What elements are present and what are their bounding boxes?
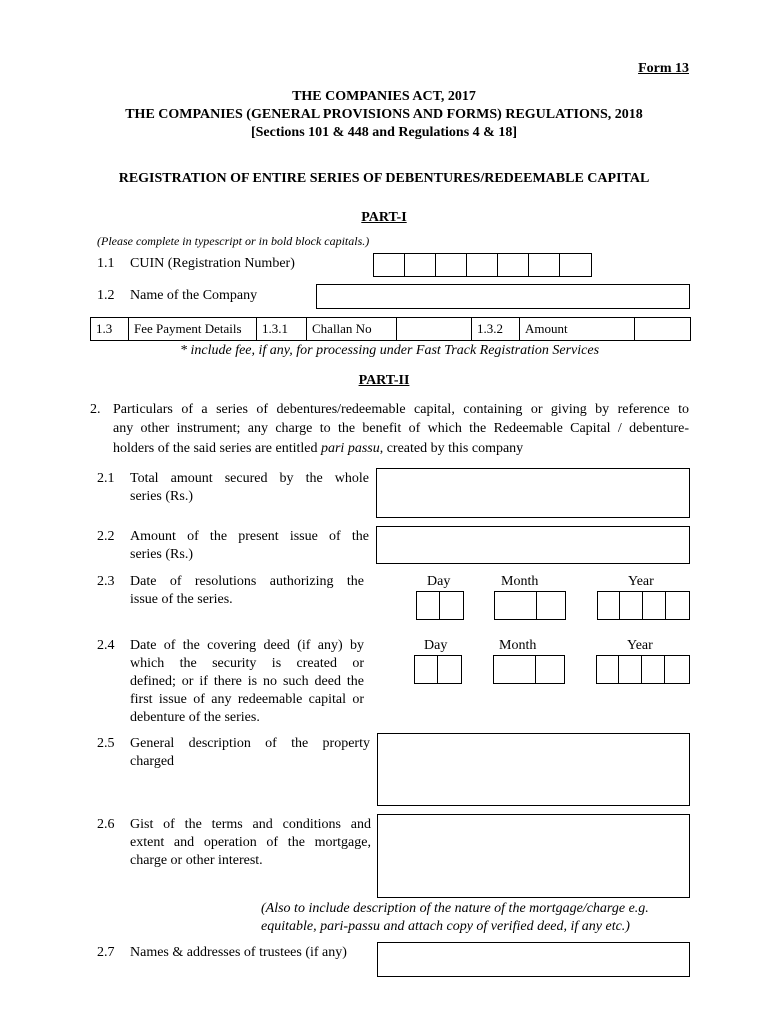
item-2-3-line1: Date of resolutions authorizing the (130, 574, 364, 589)
date-day-label: Day (427, 574, 451, 589)
deed-year-boxes[interactable] (596, 655, 690, 684)
item-2-5-label (130, 735, 370, 771)
item-2-7-label: Names & addresses of trustees (if any) (130, 945, 347, 960)
item-2-2-label (130, 528, 369, 564)
month-digit-box[interactable] (536, 591, 566, 620)
item-2-4-line5: debenture of the series. (130, 710, 260, 725)
cuin-box[interactable] (497, 253, 529, 277)
fee-label: Fee Payment Details (129, 318, 257, 341)
day-digit-box[interactable] (439, 591, 464, 620)
deed-day-label: Day (424, 638, 448, 653)
item-2-5-number: 2.5 (97, 736, 115, 751)
cuin-box[interactable] (404, 253, 436, 277)
present-issue-amount-field[interactable] (376, 526, 690, 564)
item-2-6-line2: extent and operation of the mortgage, (130, 835, 371, 850)
intro-line-3-a: holders of the said series are entitled (113, 441, 321, 456)
year-digit-box[interactable] (596, 655, 619, 684)
item-2-6-line3: charge or other interest. (130, 853, 263, 868)
item-2-4-label (130, 637, 364, 727)
item-2-2-line2: series (Rs.) (130, 547, 193, 562)
intro-line-3-b: , created by this company (379, 441, 524, 456)
year-digit-box[interactable] (664, 655, 690, 684)
intro-line-3 (113, 440, 523, 458)
item-2-6-line1: Gist of the terms and conditions and (130, 817, 371, 832)
item-2-1-line2: series (Rs.) (130, 489, 193, 504)
cuin-number: 1.1 (97, 256, 115, 271)
item-2-1-number: 2.1 (97, 471, 115, 486)
intro-line-1: Particulars of a series of debentures/redeemable capital, containing or giving by reference to (113, 402, 689, 417)
company-label: Name of the Company (130, 288, 258, 303)
item-2-2-line1: Amount of the present issue of the (130, 529, 369, 544)
deed-month-label: Month (499, 638, 537, 653)
regulations-title: THE COMPANIES (GENERAL PROVISIONS AND FORMS) REGULATIONS, 2018 (125, 107, 643, 122)
year-digit-box[interactable] (597, 591, 620, 620)
year-digit-box[interactable] (619, 591, 643, 620)
cuin-box[interactable] (559, 253, 592, 277)
month-digit-box[interactable] (494, 591, 537, 620)
item-2-4-line2: which the security is created or (130, 656, 364, 671)
item-2-3-label (130, 573, 364, 609)
item-2-4-line1: Date of the covering deed (if any) by (130, 638, 364, 653)
month-digit-box[interactable] (493, 655, 536, 684)
intro-pari-passu: pari passu (320, 441, 380, 456)
fee-payment-table (90, 317, 691, 341)
item-2-2-number: 2.2 (97, 529, 115, 544)
part1-heading: PART-I (361, 210, 407, 225)
intro-number: 2. (90, 402, 101, 417)
cuin-box[interactable] (528, 253, 560, 277)
item-2-3-line2: issue of the series. (130, 592, 233, 607)
part2-heading: PART-II (358, 373, 410, 388)
day-digit-box[interactable] (437, 655, 462, 684)
property-description-field[interactable] (377, 733, 690, 806)
item-2-6-label (130, 816, 371, 870)
trustees-field[interactable] (377, 942, 690, 977)
date-month-label: Month (501, 574, 539, 589)
terms-gist-field[interactable] (377, 814, 690, 898)
amount-field[interactable] (635, 318, 691, 341)
challan-field[interactable] (397, 318, 472, 341)
year-digit-box[interactable] (665, 591, 690, 620)
year-digit-box[interactable] (618, 655, 642, 684)
intro-line-2: any other instrument; any charge to the benefit of which the Redeemable Capital / debenture- (113, 421, 689, 436)
item-2-7-number: 2.7 (97, 945, 115, 960)
cuin-box[interactable] (466, 253, 498, 277)
deed-year-label: Year (627, 638, 653, 653)
resolution-day-boxes[interactable] (416, 591, 464, 620)
challan-label: Challan No (307, 318, 397, 341)
year-digit-box[interactable] (641, 655, 665, 684)
item-2-4-number: 2.4 (97, 638, 115, 653)
date-year-label: Year (628, 574, 654, 589)
company-number: 1.2 (97, 288, 115, 303)
challan-number: 1.3.1 (257, 318, 307, 341)
day-digit-box[interactable] (414, 655, 438, 684)
year-digit-box[interactable] (642, 591, 666, 620)
cuin-label: CUIN (Registration Number) (130, 256, 295, 271)
item-2-6-number: 2.6 (97, 817, 115, 832)
resolution-year-boxes[interactable] (597, 591, 690, 620)
resolution-month-boxes[interactable] (494, 591, 566, 620)
total-amount-field[interactable] (376, 468, 690, 518)
instruction-text: (Please complete in typescript or in bold block capitals.) (97, 234, 370, 248)
item-2-3-number: 2.3 (97, 574, 115, 589)
month-digit-box[interactable] (535, 655, 565, 684)
form-title: REGISTRATION OF ENTIRE SERIES OF DEBENTURES/REDEEMABLE CAPITAL (118, 171, 650, 186)
form-number: Form 13 (638, 61, 689, 76)
fee-note: * include fee, if any, for processing under Fast Track Registration Services (180, 343, 600, 358)
item-2-6-note-2: equitable, pari-passu and attach copy of verified deed, if any etc.) (261, 919, 630, 934)
item-2-1-label (130, 470, 369, 506)
act-title: THE COMPANIES ACT, 2017 (292, 89, 476, 104)
item-2-1-line1: Total amount secured by the whole (130, 471, 369, 486)
sections-reference: [Sections 101 & 448 and Regulations 4 & 18] (250, 125, 517, 140)
item-2-6-note-1: (Also to include description of the nature of the mortgage/charge e.g. (261, 901, 649, 916)
item-2-5-line2: charged (130, 754, 175, 769)
cuin-box[interactable] (435, 253, 467, 277)
cuin-box[interactable] (373, 253, 405, 277)
day-digit-box[interactable] (416, 591, 440, 620)
deed-day-boxes[interactable] (414, 655, 462, 684)
item-2-5-line1: General description of the property (130, 736, 370, 751)
company-name-field[interactable] (316, 284, 690, 309)
fee-number: 1.3 (91, 318, 129, 341)
amount-number: 1.3.2 (472, 318, 520, 341)
item-2-4-line4: first issue of any redeemable capital or (130, 692, 364, 707)
deed-month-boxes[interactable] (493, 655, 565, 684)
amount-label: Amount (520, 318, 635, 341)
item-2-4-line3: defined; or if there is no such deed the (130, 674, 364, 689)
cuin-boxes[interactable] (373, 253, 594, 277)
